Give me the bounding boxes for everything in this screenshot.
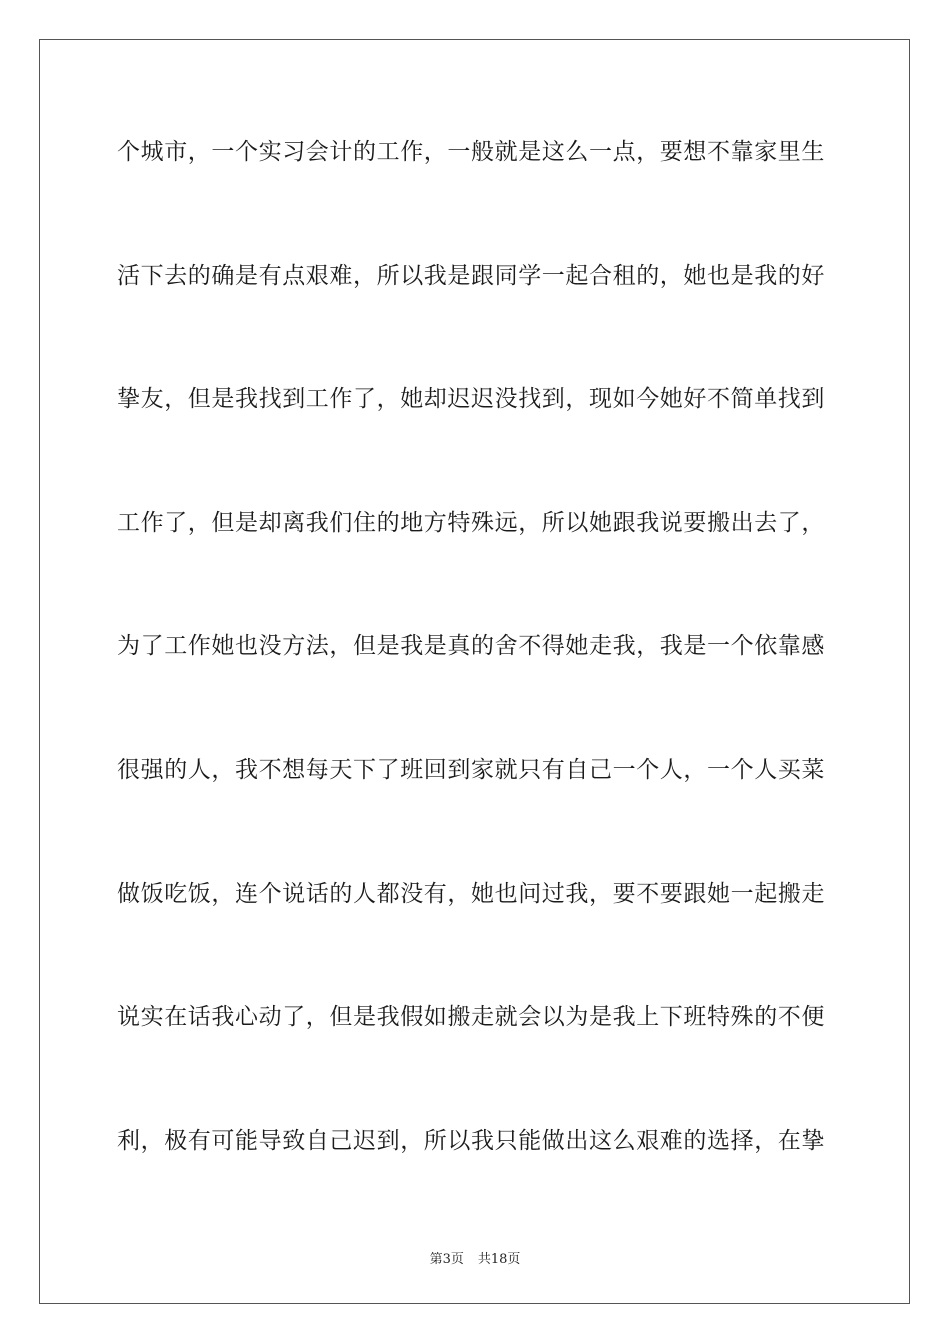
text-line-9: 利，极有可能导致自己迟到，所以我只能做出这么艰难的选择，在挚 xyxy=(117,1127,825,1154)
page-number: 第3页 xyxy=(429,1252,464,1267)
document-body xyxy=(117,130,833,1242)
text-line-8: 说实在话我心动了，但是我假如搬走就会以为是我上下班特殊的不便 xyxy=(117,1004,825,1031)
text-line-7: 做饭吃饭，连个说话的人都没有，她也问过我，要不要跟她一起搬走 xyxy=(117,880,825,907)
text-line-4: 工作了，但是却离我们住的地方特殊远，所以她跟我说要搬出去了， xyxy=(117,509,825,536)
page-footer xyxy=(0,1248,950,1267)
text-line-1: 个城市，一个实习会计的工作，一般就是这么一点，要想不靠家里生 xyxy=(117,139,825,165)
text-line-6: 很强的人，我不想每天下了班回到家就只有自己一个人，一个人买菜 xyxy=(117,756,825,783)
total-pages: 共18页 xyxy=(477,1252,521,1267)
text-line-3: 挚友，但是我找到工作了，她却迟迟没找到，现如今她好不简单找到 xyxy=(117,386,825,413)
text-line-5: 为了工作她也没方法，但是我是真的舍不得她走我，我是一个依靠感 xyxy=(117,633,825,660)
text-line-2: 活下去的确是有点艰难，所以我是跟同学一起合租的，她也是我的好 xyxy=(117,262,825,289)
